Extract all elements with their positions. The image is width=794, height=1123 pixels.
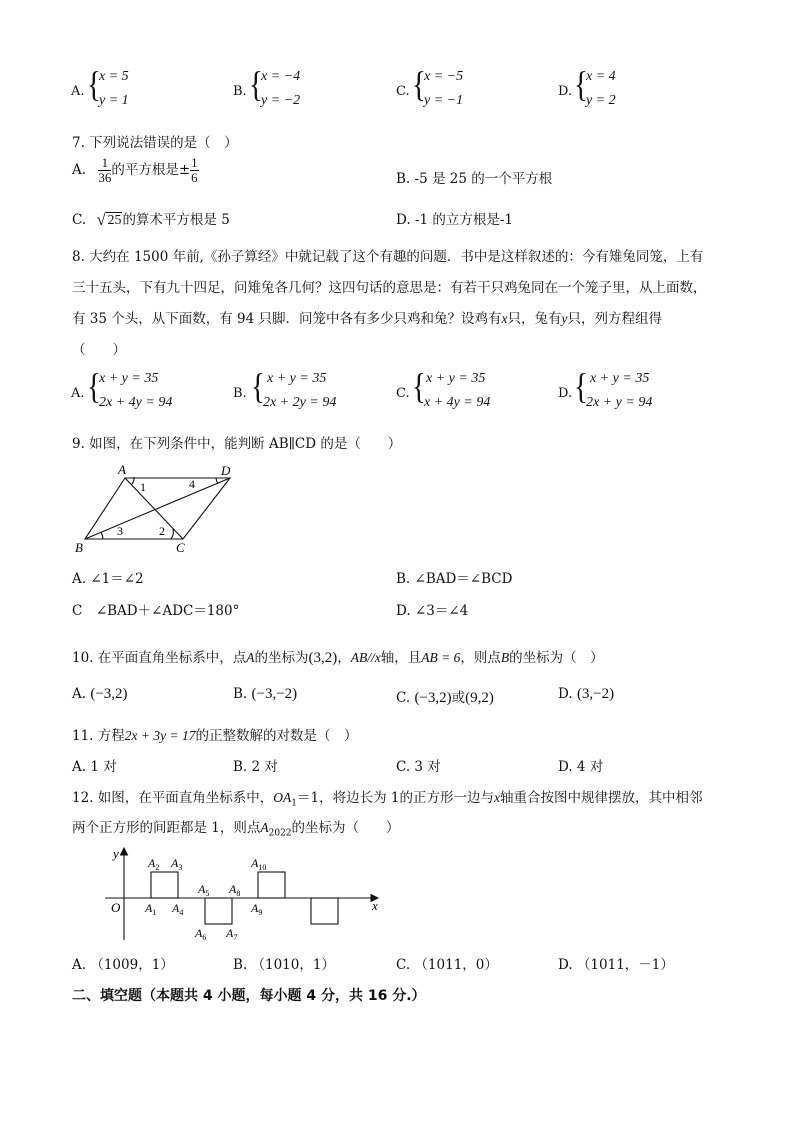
q7-option-b: B. -5 是 25 的一个平方根 [396,171,553,187]
q9-option-b: B. ∠BAD＝∠BCD [396,571,513,587]
section-2-heading: 二、填空题（本题共 4 小题，每小题 4 分，共 16 分.） [72,988,426,1004]
q12-origin: O [111,900,121,915]
q11-option-b: B. 2 对 [233,759,278,775]
q10-option-b: B. (−3,−2) [233,686,298,702]
q9-option-d: D. ∠3＝∠4 [396,603,469,619]
q12-option-d: D. （1011，－1） [558,957,674,973]
q12-axis-y: y [113,846,119,861]
q8-line4: （ ） [72,342,126,358]
q12-label-a4: $A_4$ [172,901,184,917]
q7-stem: 7. 下列说法错误的是（ ） [72,135,238,151]
q9-angle-1: 1 [140,480,146,494]
q11-option-c: C. 3 对 [396,759,441,775]
q12-option-b: B. （1010，1） [233,957,335,973]
q12-label-a3: $A_3$ [171,856,183,872]
q12-label-a6: $A_6$ [195,926,207,942]
q9-angle-4: 4 [189,477,195,491]
q12-option-c: C. （1011，0） [396,957,498,973]
q11-option-d: D. 4 对 [558,759,604,775]
q9-option-a: A. ∠1＝∠2 [72,571,144,587]
q9-angle-2: 2 [159,524,165,538]
q9-label-b: B [75,540,83,555]
q7-option-c: C. √ 25的算术平方根是 5 [72,210,230,229]
q12-squares-figure [100,842,390,942]
q10-option-c: C. (−3,2)或(9,2) [396,690,494,706]
q7-option-a: A. $\frac{1}{36}$ 的平方根是± $\frac{1}{6}$ [72,155,198,185]
q9-label-c: C [176,540,185,555]
q10-option-d: D. (3,−2) [558,686,615,702]
q9-parallelogram-figure [70,460,240,558]
q12-option-a: A. （1009，1） [72,957,174,973]
q12-label-a10: $A_{10}$ [251,856,267,872]
q9-stem: 9. 如图，在下列条件中，能判断 AB∥CD 的是（ ） [72,436,402,452]
q12-label-a1: $A_1$ [145,901,157,917]
q12-line1: 12. 如图，在平面直角坐标系中，$OA_1=1$，将边长为 1的正方形一边与x轴重合按图中规律摆放，其中相邻 [72,790,703,809]
q11-stem: 11. 方程2x + 3y = 17的正整数解的对数是（ ） [72,728,358,744]
q12-label-a5: $A_5$ [198,882,210,898]
q9-label-d: D [221,463,231,478]
q7-option-d: D. -1 的立方根是-1 [396,212,514,228]
q8-line1: 8. 大约在 1500 年前,《孙子算经》中就记载了这个有趣的问题．书中是这样叙述的：今有雉兔同笼，上有 [72,249,704,265]
q11-option-a: A. 1 对 [72,759,117,775]
q10-option-a: A. (−3,2) [72,686,128,702]
q9-label-a: A [118,462,126,477]
q8-line2: 三十五头，下有九十四足，问雉兔各几何？这四句话的意思是：有若干只鸡兔同在一个笼子里，从上面数， [72,280,707,296]
q12-label-a8: $A_8$ [229,882,241,898]
q12-line2: 两个正方形的间距都是 1，则点$A_{2022}$的坐标为（ ） [72,820,400,839]
q10-stem: 10. 在平面直角坐标系中，点A的坐标为(3,2)，AB//x轴，且AB = 6，则点B的坐标为（ ） [72,650,604,666]
q9-angle-3: 3 [117,524,123,538]
q12-axis-x: x [372,898,378,913]
q12-label-a2: $A_2$ [148,856,160,872]
q8-line3: 有 35 个头，从下面数，有 94 只脚．问笼中各有多少只鸡和兔？设鸡有x只，兔有y只，列方程组得 [72,311,663,327]
q12-label-a9: $A_9$ [251,901,263,917]
q9-option-c: C ∠BAD＋∠ADC＝180° [72,603,240,619]
q12-label-a7: $A_7$ [226,926,238,942]
